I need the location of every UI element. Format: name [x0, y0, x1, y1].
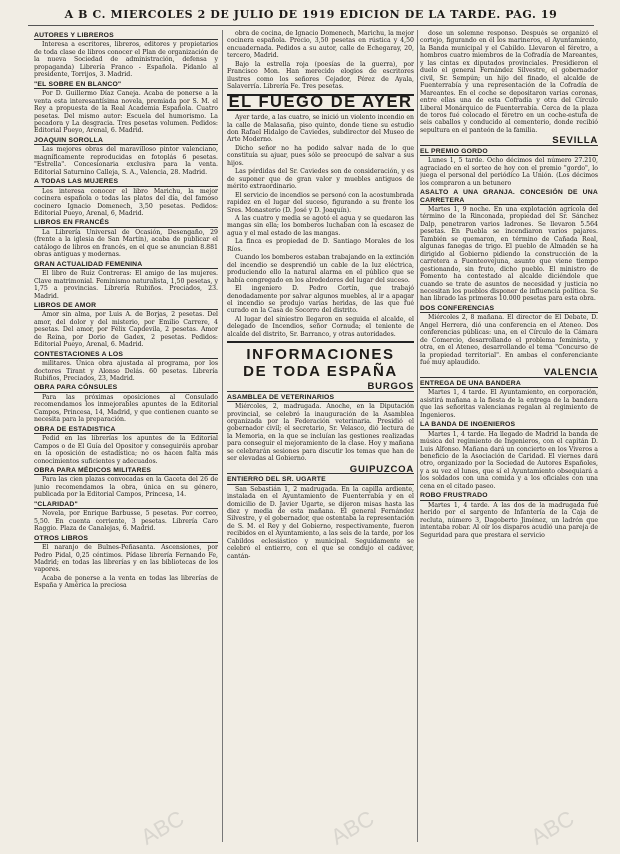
section-heading: LIBROS EN FRANCÉS	[34, 219, 218, 227]
section-text: Les interesa conocer el libro Marichu, la mejor cocinera española o todas las platos del día, del famoso cocinero Ignacio Domenech, 3,50 pesetas. Pedidos: Editorial Pueyo, Arenal, 6, Madrid.	[34, 187, 218, 217]
ad-text: obra de cocina, de Ignacio Domenech, Marichu, la mejor cocinera española. Precio, 3,50 pesetas en rústica y 4,50 encuadernada. Pedidos a su autor, calle de Echegaray, 20, tercero, Madrid.	[227, 30, 414, 60]
section-heading: DOS CONFERENCIAS	[420, 305, 598, 313]
section-text: El libro de Ruiz Contreras: El amigo de las mujeres. Clave matrimonial. Feminismo naturalista, 1,50 pesetas, y 1,75 a provincias. Librería Rubiños. Preciados, 23. Madrid.	[34, 270, 218, 300]
section-heading: ASAMBLEA DE VETERINARIOS	[227, 394, 414, 402]
section-heading: OBRA DE ESTADISTICA	[34, 426, 218, 434]
section-heading: JOAQUIN SOROLLA	[34, 137, 218, 145]
section-heading: ENTIERRO DEL SR. UGARTE	[227, 476, 414, 484]
section-heading: OBRA PARA CÓNSULES	[34, 384, 218, 392]
section-text: Lunes 1, 5 tarde. Ocho décimos del número 27.210, agraciado en el sorteo de hoy con el premio "gordo", lo juega el personal del periódico La Unión. (Los décimos los compraron a un betunero	[420, 157, 598, 187]
section-heading: OTROS LIBROS	[34, 535, 218, 543]
column-2-news	[227, 383, 414, 560]
column-2	[227, 30, 414, 845]
watermark: ABC	[526, 805, 579, 850]
article-paragraph: La finca es propiedad de D. Santiago Morales de los Ríos.	[227, 238, 414, 253]
article-paragraph: Las pérdidas del Sr. Caviedes son de consideración, y es de suponer que de gran valor y muebles antiguos de mérito extraordinario.	[227, 168, 414, 191]
section-text: militares. Única obra ajustada al programa, por los doctores Tirant y Alonso Delás. 60 pesetas. Librería Rubiños, Preciados, 23, Madrid.	[34, 360, 218, 383]
section-text: Para las cien plazas convocadas en la Gaceta del 26 de junio recomendamos la obra, única en su género, publicada por la Editorial Campos, Princesa, 14.	[34, 476, 218, 499]
section-text: Martes 1, 4 tarde. Ha llegado de Madrid la banda de música del regimiento de Ingenieros, con el capitán D. Luis Alfonso. Mañana dará un concierto en los Viveros a beneficio de la Asociación de Caridad. El viernes dará otro, organizado por la Sociedad de Autores Españoles, y a su vez el lunes, que sí el Ayuntamiento obsequiará a los soldados con una comida y a los oficiales con una cena en el citado paseo.	[420, 430, 598, 490]
section-text: Amor sin alma, por Luis A. de Borjas, 2 pesetas. Del amor, del dolor y del misterio, por Emilio Carrere, 4 pesetas. Del amor, por Félix Capdevila, 2 pesetas. Amor de Reina, por Dorio de Gadex, 2 pesetas. Pedidos: Editorial Pueyo, Arenal, 6. Madrid.	[34, 311, 218, 349]
article-paragraph: Ayer tarde, a las cuatro, se inició un violento incendio en la calle de Malasaña, piso quinto, donde tiene su estudio don Rafael Hidalgo de Caviedes, subdirector del Museo de Arte Moderno.	[227, 114, 414, 144]
page-header: A B C. MIERCOLES 2 DE JULIO DE 1919 EDICION DE LA TARDE. PAG. 19	[28, 8, 594, 26]
section-text: Martes 1, 4 tarde. A las dos de la madrugada fué herido por el sargento de Infantería de la Caja de recluta, número 3, Dagoberto Jiménez, un ladrón que intentaba robar. Al oír los disparos acudió una pareja de Seguridad para que prestara el servicio	[420, 501, 598, 539]
column-rule-1	[222, 30, 223, 842]
section-text: La Librería Universal de Ocasión, Desengaño, 29 (frente a la iglesia de San Martín), acaba de publicar el catálogo de libros en francés, en el que se anuncian 8.881 obras antiguas y modernas.	[34, 228, 218, 259]
article-paragraph: El servicio de incendios se personó con la acostumbrada rapidez en el lugar del suceso, figurando a su frente los Sres. Monasterio (D. José y D. Joaquín).	[227, 191, 414, 214]
section-heading: ENTREGA DE UNA BANDERA	[420, 380, 598, 388]
article-paragraph: Al lugar del siniestro llegaron en seguida el alcalde, el delegado de Incendios, señor Cornuda; el teniente de alcalde del distrito, Sr. Barranco, y otras autoridades.	[227, 315, 414, 338]
column-rule-2	[417, 30, 418, 842]
section-text: Para las próximas oposiciones al Consulado recomendamos los inmejorables apuntes de la Editorial Campos, Princesa, 14, Madrid, y que contienen cuanto se necesita para la preparación.	[34, 393, 218, 424]
section-text: Miércoles 2, 8 mañana. El director de El Debate, D. Angel Herrera, dió una conferencia en el Ateneo. Dos conferencias públicas: una, en el Círculo de la Cámara de Comercio, desarrollando el problema feminista, y otra, en el Ateneo, desarrollando el tema "Concurso de la propiedad territorial". En ambas el conferenciante fué muy aplaudido.	[420, 314, 598, 367]
section-heading: LIBROS DE AMOR	[34, 302, 218, 310]
article-paragraph: A las cuatro y media se agotó el agua y se quedaron las mangas sin ella; los bomberos luchaban con la escasez de agua y el mal estado de las mangas.	[227, 214, 414, 237]
section-text: Acaba de ponerse a la venta en todas las librerías de España y América la preciosa	[34, 574, 218, 590]
section-text: Martes 1, 4 tarde. El Ayuntamiento, en corporación, asistirá mañana a la fiesta de la entrega de la bandera que las señoritas valencianas regalan al regimiento de Ingenieros.	[420, 389, 598, 419]
section-heading: A TODAS LAS MUJERES	[34, 178, 218, 186]
article-paragraph: Dicho señor no ha podido salvar nada de lo que constituía su ajuar, pues sólo se preocupó de salvar a sus hijos.	[227, 144, 414, 167]
section-text: Interesa a escritores, libreros, editores y propietarios de toda clase de libros conocer el Plan de organización de la nueva Sociedad de administración, defensa y propaganda) Librería Franco - Española. Pídanlo al presidente, Torrijos, 3. Madrid.	[34, 41, 218, 79]
section-text: Martes 1, 9 noche. En una explotación agrícola del término de la Rinconada, propiedad del Sr. Sánchez Dalp, penetraron varios ladrones. Se llevaron 5.564 pesetas. En Puebla se incendiaron varios pajares. También se quemaron, en término de Cañada Real, algunas fanegas de trigo. El pueblo de Almadén se ha dirigido al Gobierno pidiendo la construcción de la carretera a Fuenteovejuna, asunto que viene tiempo gestionando, sin fruto, dicho pueblo. El ministro de Fomento ha contestado al alcalde diciéndole que cuando se trate de asuntos de necesidad y justicia no necesitan los pueblos disponer de influencia política. Se han librado las primeras 10.000 pesetas para esta obra.	[420, 205, 598, 303]
article-paragraph: Cuando los bomberos estaban trabajando en la extinción del incendio se desprendió un cable de la luz eléctrica, produciendo ello la natural alarma en el público que se había congregado en los alrededores del lugar del suceso.	[227, 254, 414, 284]
section-heading: "CLARIDAD"	[34, 501, 218, 509]
news-headline-2: DE TODA ESPAÑA	[243, 363, 398, 381]
ad-text: Bajo la estrella roja (poesías de la guerra), por Francisco Mon. Han merecido elogios de escritores ilustres como los señores Cejador, Pérez de Ayala, Salaverría. Librería Fe. Tres pesetas.	[227, 60, 414, 91]
column-3	[420, 30, 598, 845]
section-heading: EL PREMIO GORDO	[420, 148, 598, 156]
section-heading: GRAN ACTUALIDAD FEMENINA	[34, 261, 218, 269]
section-heading: LA BANDA DE INGENIEROS	[420, 421, 598, 429]
column-1	[34, 30, 218, 845]
watermark: ABC	[326, 805, 379, 850]
section-text: Las mejores obras del maravilloso pintor valenciano, magníficamente reproducidas en fotoplás 6 pesetas. "Estrella". Concesionaria exclusiva para la venta. Editorial Saturnino Calleja, S. A., Valencia, 28. Madrid.	[34, 146, 218, 176]
section-heading: ROBO FRUSTRADO	[420, 492, 598, 500]
section-text: San Sebastián 1, 2 madrugada. En la capilla ardiente, instalada en el Ayuntamiento de Fuenterrabía y en el domicilio de D. Javier Ugarte, se dijeron misas hasta las diez y media de esta mañana. El general Fernández Silvestre, y el gobernador, que ostentaba la representación de S. M. el Rey y del Gobierno, respectivamente, fueron recibidos en el Ayuntamiento, a las seis de la tarde, por los Cabildos eclesiástico y municipal. Seguidamente se celebró el entierro, con el que se condujo el cadáver, cantán-	[227, 485, 414, 560]
fire-headline: EL FUEGO DE AYER	[228, 92, 413, 111]
section-heading: AUTORES Y LIBREROS	[34, 32, 218, 40]
section-heading: OBRA PARA MÉDICOS MILITARES	[34, 467, 218, 475]
column-2-top	[227, 30, 414, 91]
section-text: Novela, por Enrique Barbusse, 5 pesetas. Por correo, 5,50. En cuenta corriente, 3 pesetas. Librería Caro Raggio. Plaza de Canalejas, 6. Madrid.	[34, 510, 218, 533]
section-text: Pedid en las librerías los apuntes de la Editorial Campos o de El Guía del Opositor y conseguiréis aprobar en la oposición de estadística; no os hacen falta más conocimientos suficientes y adecuados.	[34, 435, 218, 465]
article-paragraph: El ingeniero D. Pedro Cortín, que trabajó denodadamente por salvar algunos muebles, al ir a apagar el incendio se produjo varias heridas, de las que fué curado en la Casa de Socorro del distrito.	[227, 285, 414, 315]
section-text: dose un solemne responso. Después se organizó el cortejo, figurando en él los marineros, el Ayuntamiento, la Banda municipal y el Cabildo. Llevaron el féretro, a hombros cuatro miembros de la Cofradía de Mareantes, y las cintas ex diputados provinciales. Presidieron el duelo el general Fernández Silvestre, el gobernador civil, Sr. Sempún; un hijo del finado, el alcalde de Fuenterrabía y una representación de la Cofradía de Mareantes. En el coche se depositaron varias coronas, entre ellas una de esta Cofradía y otra del Círculo Liberal Monárquico de Fuenterrabía. Cerca de la plaza de toros fué colocado el féretro en un coche-estufa de seis caballos y conducido al cementerio, donde recibió sepultura en el panteón de la familia.	[420, 30, 598, 134]
city-heading: VALENCIA	[420, 369, 598, 377]
section-heading: "EL SOBRE EN BLANCO"	[34, 81, 218, 89]
section-text: Miércoles, 2, madrugada. Anoche, en la Diputación provincial, se celebró la inauguración de la Asamblea organizada por la Federación veterinaria. Presidió el gobernador civil; el secretario, Sr. Velasco, dió lectura de la Memoria, en la que se incluían las gestiones realizadas para conseguir el mejoramiento de la clase. Hoy y mañana se celebrarán sesiones para discutir los temas que han de ser elevadas al Gobierno.	[227, 403, 414, 463]
section-text: El naranjo de Bulnes-Peñasanta. Ascensiones, por Pedro Pidal, 0,25 céntimos. Pídase librería Fernando Fe, Madrid; en todas las librerías y en las bibliotecas de los vapores.	[34, 544, 218, 574]
section-heading: ASALTO A UNA GRANJA. CONCESIÓN DE UNA CARRETERA	[420, 189, 598, 204]
city-heading: BURGOS	[227, 383, 414, 391]
section-text: Por D. Guillermo Díaz Caneja. Acaba de ponerse a la venta esta interesantísima novela, premiada por S. M. el Rey a propuesta de la Real Academia Española. Cuatro pesetas. Del mismo autor: Escuela del humorismo. La pecadora y La desgracia. Tres pesetas volumen. Pedidos: Editorial Pueyo, Arenal, 6. Madrid.	[34, 90, 218, 135]
watermark: ABC	[136, 805, 189, 850]
city-heading: SEVILLA	[420, 137, 598, 145]
section-heading: CONTESTACIONES A LOS	[34, 351, 218, 359]
fire-article	[227, 114, 414, 338]
city-heading: GUIPUZCOA	[227, 466, 414, 474]
news-headline-1: INFORMACIONES	[227, 341, 414, 363]
